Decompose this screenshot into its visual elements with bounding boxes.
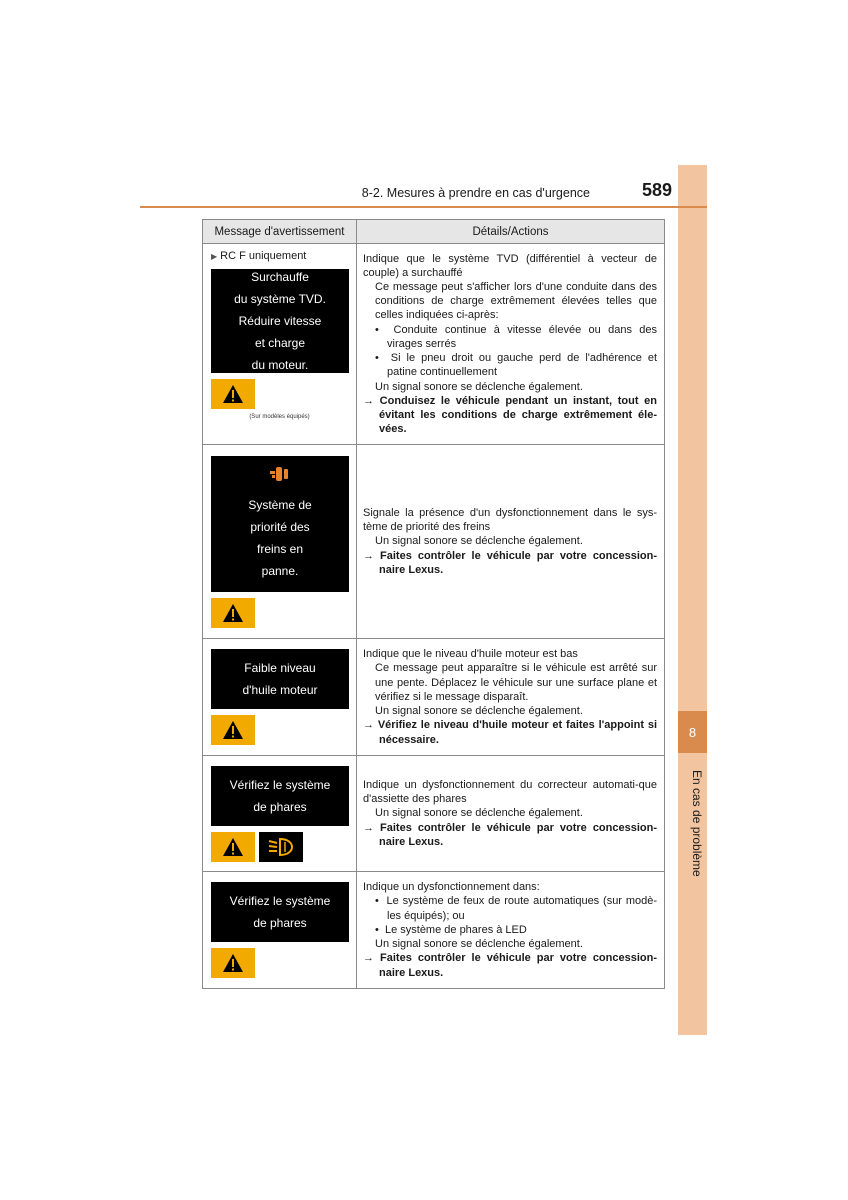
screen-line: Faible niveau: [244, 661, 316, 675]
side-tab: [678, 165, 707, 1035]
detail-buzzer: Un signal sonore se déclenche également.: [375, 535, 583, 548]
detail-intro: Indique que le système TVD (différentiel à vecteur de couple) a surchauffé: [363, 252, 657, 279]
detail-action: → Faites contrôler le véhicule par votre concession-naire Lexus.: [363, 549, 658, 576]
detail-bullet: • Si le pneu droit ou gauche perd de l'adhérence et patine continuellement: [375, 352, 658, 379]
detail-action: → Faites contrôler le véhicule par votre concession-naire Lexus.: [363, 821, 658, 848]
table-header-row: [203, 220, 665, 244]
table-row: [203, 445, 665, 639]
display-screen: [211, 882, 349, 942]
table-row: [203, 244, 665, 445]
message-cell: [203, 639, 357, 756]
warning-triangle-icon: [211, 948, 255, 978]
table-row: [203, 872, 665, 989]
screen-line: Vérifiez le système: [229, 894, 331, 908]
table-row: [203, 756, 665, 872]
detail-action: → Conduisez le véhicule pendant un instant, tout en évitant les conditions de charge extrêmement éle-vées.: [363, 394, 657, 436]
display-screen: [211, 269, 349, 373]
column-header-message: Message d'avertissement: [203, 220, 357, 244]
triangle-right-icon: ▶: [211, 252, 218, 261]
chapter-number: 8: [678, 711, 707, 753]
screen-line: de phares: [253, 916, 307, 930]
detail-intro: Signale la présence d'un dysfonctionnement dans le sys-tème de priorité des freins: [363, 506, 657, 534]
headlight-leveling-icon: [259, 832, 303, 862]
details-cell: [357, 756, 665, 872]
detail-intro: Indique un dysfonctionnement dans:: [363, 881, 540, 894]
column-header-details: Détails/Actions: [357, 220, 665, 244]
detail-bullet: • Conduite continue à vitesse élevée ou dans des virages serrés: [375, 323, 658, 350]
brake-priority-icon: [269, 465, 291, 488]
screen-line: priorité des: [250, 520, 310, 534]
display-screen: [211, 649, 349, 709]
section-title: 8-2. Mesures à prendre en cas d'urgence: [361, 186, 590, 200]
warning-message-table: [202, 219, 665, 989]
message-cell: [203, 244, 357, 445]
warning-triangle-icon: [211, 379, 255, 409]
warning-triangle-icon: [211, 715, 255, 745]
warning-triangle-icon: [211, 598, 255, 628]
screen-line: panne.: [261, 564, 299, 578]
model-tag: [211, 250, 348, 262]
detail-bullet: • Le système de feux de route automatiques (sur modè-les équipés); ou: [375, 895, 657, 922]
screen-line: d'huile moteur: [242, 683, 318, 697]
detail-intro: Indique un dysfonctionnement du correcteur automati-que d'assiette des phares: [363, 778, 657, 806]
screen-line: de phares: [253, 799, 307, 814]
details-cell: [357, 445, 665, 639]
model-tag-text: RC F uniquement: [220, 250, 307, 262]
detail-sub: Ce message peut s'afficher lors d'une conduite dans des conditions de charge extrêmement élevées telles que celles indiquées ci-après:: [375, 281, 657, 322]
screen-line: Surchauffe: [251, 270, 309, 284]
display-screen: [211, 456, 349, 592]
detail-sub: Ce message peut apparaître si le véhicule est arrêté sur une pente. Déplacez le véhicule sur une surface plane et vérifiez si le message disparaît.: [375, 662, 657, 703]
message-cell: [203, 445, 357, 639]
detail-action: → Vérifiez le niveau d'huile moteur et faites l'appoint si nécessaire.: [363, 719, 657, 746]
page-number: 589: [641, 180, 672, 200]
message-cell: [203, 872, 357, 989]
screen-line: du système TVD.: [234, 292, 326, 306]
screen-line: et charge: [254, 336, 306, 350]
warning-triangle-icon: [211, 832, 255, 862]
header-rule: [140, 206, 707, 208]
detail-buzzer: Un signal sonore se déclenche également.: [375, 380, 583, 393]
detail-buzzer: Un signal sonore se déclenche également.: [375, 807, 583, 820]
detail-intro: Indique que le niveau d'huile moteur est bas: [363, 648, 578, 661]
chapter-title: En cas de problème: [690, 770, 704, 877]
detail-buzzer: Un signal sonore se déclenche également.: [375, 705, 583, 718]
screen-line: Vérifiez le système: [229, 777, 331, 792]
screen-line: Réduire vitesse: [238, 314, 322, 328]
display-screen: [211, 766, 349, 826]
message-cell: [203, 756, 357, 872]
details-cell: [357, 639, 665, 756]
table-row: [203, 639, 665, 756]
detail-bullet: • Le système de phares à LED: [375, 923, 527, 936]
screen-line: du moteur.: [251, 358, 309, 372]
equipped-models-note: (Sur modèles équipés): [249, 414, 310, 420]
detail-buzzer: Un signal sonore se déclenche également.: [375, 938, 583, 951]
screen-line: Système de: [248, 498, 312, 512]
details-cell: [357, 872, 665, 989]
details-cell: [357, 244, 665, 445]
detail-action: → Faites contrôler le véhicule par votre concession-naire Lexus.: [363, 952, 658, 979]
screen-line: freins en: [256, 542, 304, 556]
